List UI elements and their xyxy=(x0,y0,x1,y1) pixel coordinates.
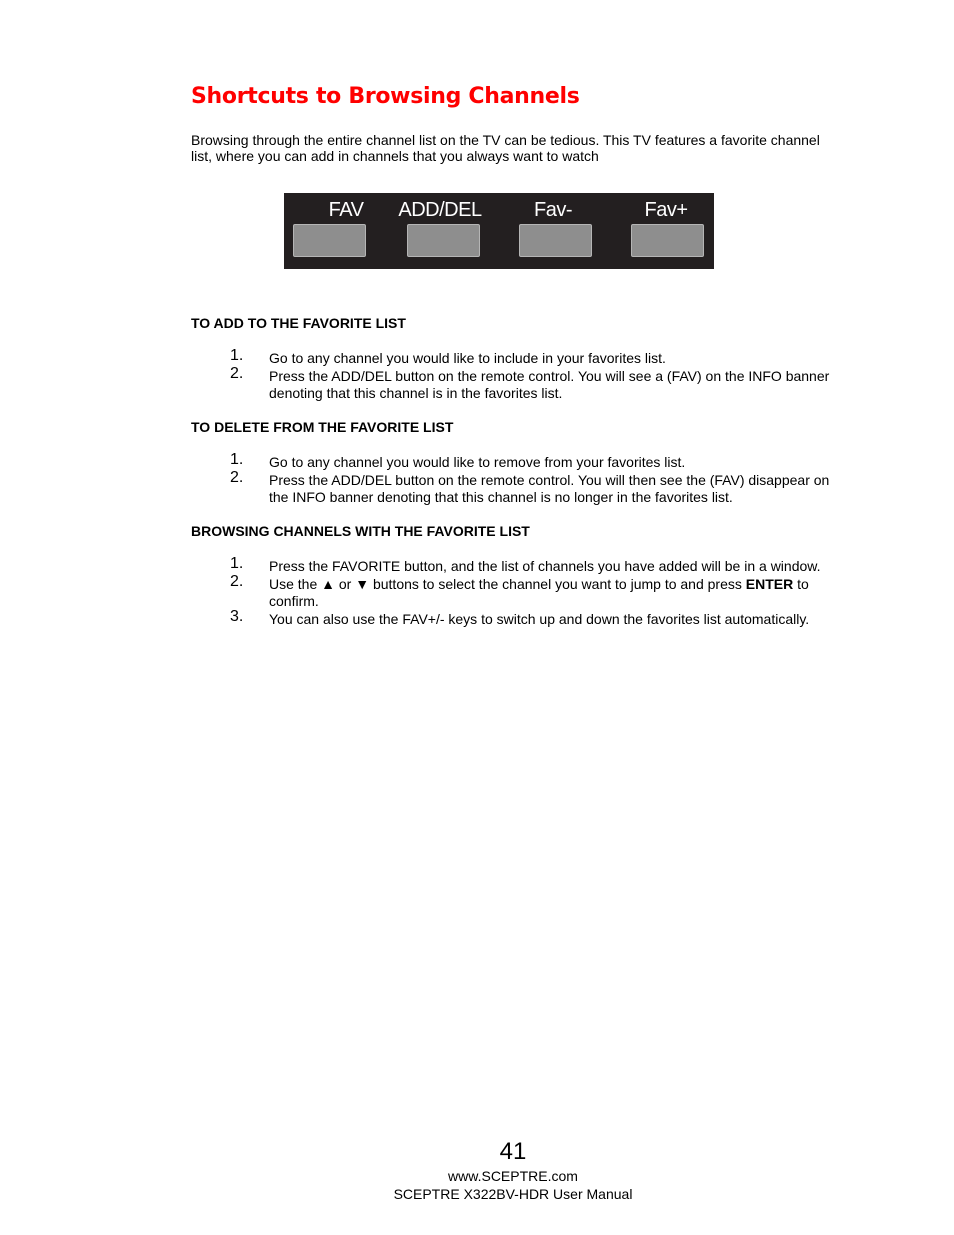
list-text-before: Use the ▲ or ▼ buttons to select the channel you want to jump to and press xyxy=(269,576,746,592)
list-item xyxy=(230,608,850,628)
list-number: 1. xyxy=(230,451,244,468)
footer-website: www.SCEPTRE.com xyxy=(448,1168,578,1184)
list-item xyxy=(230,365,850,402)
fav-minus-button xyxy=(498,193,608,269)
fav-minus-button-label: Fav- xyxy=(534,199,572,221)
list-item xyxy=(230,469,850,506)
list-number: 2. xyxy=(230,469,244,486)
fav-plus-button-label: Fav+ xyxy=(644,199,688,221)
intro-paragraph: Browsing through the entire channel list on the TV can be tedious. This TV features a favorite channel list, where you can add in channels that you always want to watch xyxy=(191,132,820,164)
fav-button-label: FAV xyxy=(328,199,364,221)
delete-steps-list xyxy=(230,451,850,507)
fav-plus-button xyxy=(611,193,721,269)
enter-key-label: ENTER xyxy=(745,576,794,592)
page-title: Shortcuts to Browsing Channels xyxy=(191,84,580,109)
list-item xyxy=(230,573,850,610)
remote-buttons-illustration xyxy=(284,193,714,269)
add-del-button xyxy=(385,193,495,269)
fav-key xyxy=(293,224,366,257)
list-text: You can also use the FAV+/- keys to switch up and down the favorites list automatically. xyxy=(269,611,810,627)
add-steps-list xyxy=(230,347,850,403)
list-text: Go to any channel you would like to include in your favorites list. xyxy=(269,350,666,366)
list-text: Press the ADD/DEL button on the remote control. You will see a (FAV) on the INFO banner denoting that this channel is in the favorites list. xyxy=(269,368,830,401)
section-heading-delete: TO DELETE FROM THE FAVORITE LIST xyxy=(191,419,454,435)
section-heading-add: TO ADD TO THE FAVORITE LIST xyxy=(191,315,406,331)
list-number: 1. xyxy=(230,347,244,364)
add-del-button-label: ADD/DEL xyxy=(398,199,482,221)
list-text: Go to any channel you would like to remove from your favorites list. xyxy=(269,454,686,470)
add-del-key xyxy=(407,224,480,257)
fav-minus-key xyxy=(519,224,592,257)
list-number: 3. xyxy=(230,608,244,625)
list-number: 1. xyxy=(230,555,244,572)
list-text: Press the ADD/DEL button on the remote control. You will then see the (FAV) disappear on the INFO banner denoting that this channel is no longer in the favorites list. xyxy=(269,472,830,505)
list-text: Press the FAVORITE button, and the list of channels you have added will be in a window. xyxy=(269,558,821,574)
list-number: 2. xyxy=(230,365,244,382)
browse-steps-list xyxy=(230,555,850,629)
page-number: 41 xyxy=(499,1138,527,1165)
list-item xyxy=(230,555,850,575)
list-number: 2. xyxy=(230,573,244,590)
fav-plus-key xyxy=(631,224,704,257)
list-item xyxy=(230,347,850,367)
list-text-after: to confirm. xyxy=(269,576,809,609)
list-item xyxy=(230,451,850,471)
footer-manual-title: SCEPTRE X322BV-HDR User Manual xyxy=(393,1186,633,1202)
section-heading-browse: BROWSING CHANNELS WITH THE FAVORITE LIST xyxy=(191,523,530,539)
